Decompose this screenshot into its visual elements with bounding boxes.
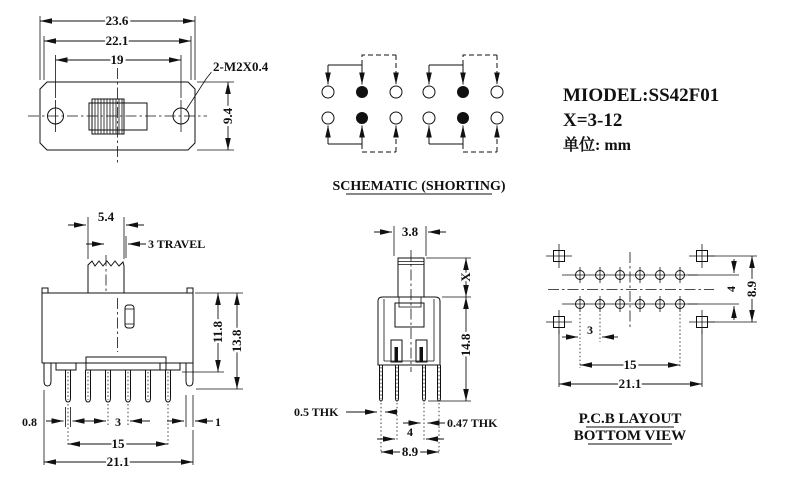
dim-height-14-8: 14.8	[458, 333, 473, 357]
mount-bracket-left	[44, 363, 51, 386]
terminal-open	[322, 112, 334, 124]
dim-pcb-21-1: 21.1	[618, 376, 642, 391]
terminal-common	[356, 112, 368, 124]
dim-pin-pitch-3: 3	[115, 415, 121, 429]
dim-width-19: 19	[110, 52, 124, 67]
travel-label: 3 TRAVEL	[148, 237, 206, 251]
terminal-open	[390, 86, 402, 98]
body-detent-window	[125, 305, 134, 328]
pcb-layout	[546, 244, 759, 444]
end-view-pins	[380, 365, 441, 401]
base-block-left	[56, 363, 76, 370]
dim-pcb-span-15: 15	[623, 357, 637, 372]
x-dimension-range: X=3-12	[563, 110, 623, 131]
thickness-right-label: 0.47 THK	[447, 416, 498, 430]
dim-body-21-1: 21.1	[106, 454, 130, 469]
front-view	[28, 13, 269, 164]
screw-spec-label: 2-M2X0.4	[213, 59, 269, 74]
side-view	[22, 209, 244, 469]
title-block	[563, 85, 719, 154]
knob-channel	[399, 297, 421, 307]
end-view	[294, 224, 498, 459]
dim-height-11-8: 11.8	[210, 320, 225, 344]
schematic-pole-1	[322, 55, 402, 152]
schematic	[322, 55, 506, 194]
mount-bracket-right	[186, 363, 193, 386]
dim-knob-height-x: X	[458, 272, 473, 282]
terminal-open	[423, 112, 435, 124]
dim-depth-8-9: 8.9	[401, 444, 419, 459]
dim-pcb-pitch-3: 3	[587, 323, 593, 337]
dim-height-9-4: 9.4	[220, 107, 235, 125]
dim-width-22-1: 22.1	[105, 33, 129, 48]
dim-knob-3-8: 3.8	[401, 224, 419, 239]
dim-pcb-8-9: 8.9	[744, 280, 759, 298]
unit-label: 单位: mm	[563, 137, 631, 154]
terminal-open	[491, 112, 503, 124]
dim-width-23-6: 23.6	[105, 13, 129, 28]
pcb-bottom-view-title: BOTTOM VIEW	[573, 428, 687, 444]
dim-pin-thickness-0-8: 0.8	[22, 415, 37, 429]
dim-knob-5-4: 5.4	[97, 209, 115, 224]
body-ear-right	[187, 288, 193, 293]
terminal-open	[390, 112, 402, 124]
pcb-layout-title: P.C.B LAYOUT	[578, 411, 682, 427]
dim-pcb-row-gap-4: 4	[724, 286, 738, 292]
schematic-pole-2	[423, 55, 503, 152]
pcb-bracket-pads	[546, 244, 715, 334]
schematic-title: SCHEMATIC (SHORTING)	[332, 179, 506, 194]
terminal-open	[322, 86, 334, 98]
terminal-common	[457, 86, 469, 98]
terminal-common	[457, 112, 469, 124]
terminal-open	[491, 86, 503, 98]
terminal-open	[423, 86, 435, 98]
body-ear-left	[42, 288, 48, 293]
base-block-right	[160, 363, 180, 370]
terminal-common	[356, 86, 368, 98]
dim-pin-gap-4: 4	[407, 425, 413, 439]
terminal-pins	[66, 370, 171, 402]
thickness-left-label: 0.5 THK	[294, 405, 339, 419]
model-number: MIODEL:SS42F01	[563, 85, 720, 106]
dim-pin-span-15: 15	[111, 436, 125, 451]
dim-height-13-8: 13.8	[229, 329, 244, 353]
dim-bracket-1: 1	[215, 415, 221, 429]
knob-hatch	[95, 99, 122, 134]
